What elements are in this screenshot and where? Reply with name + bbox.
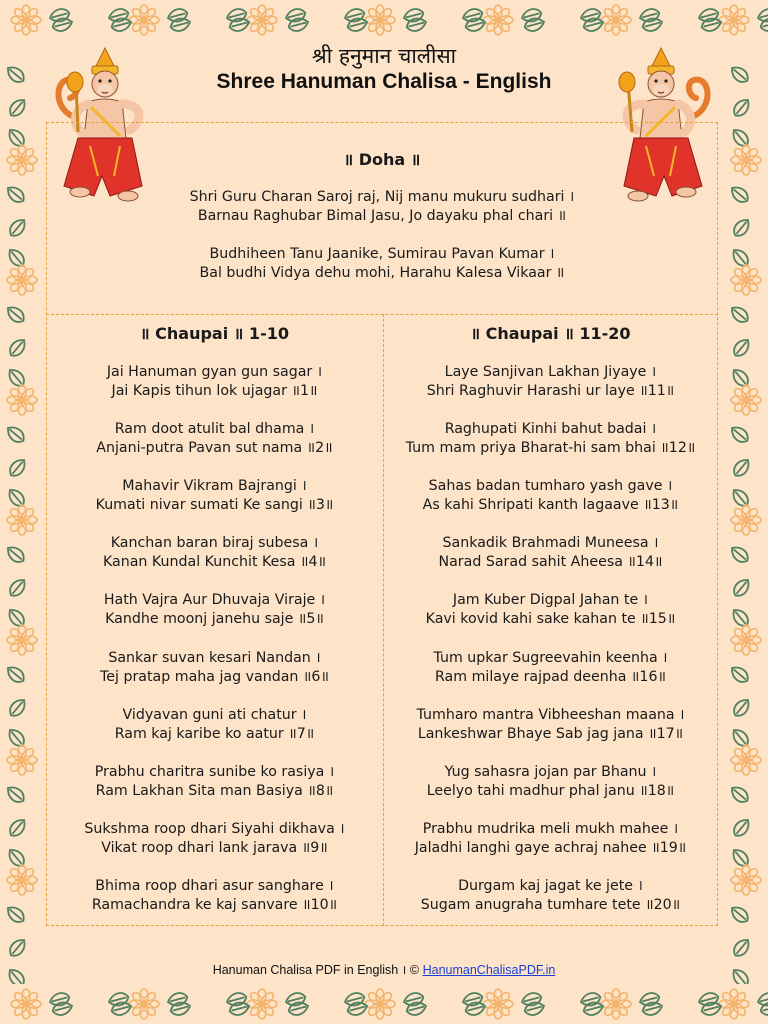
- verse-line: Shri Raghuvir Harashi ur laye ॥11॥: [426, 383, 675, 399]
- chaupai-verse: [383, 591, 718, 629]
- verse-line: Budhiheen Tanu Jaanike, Sumirau Pavan Kumar ।: [209, 246, 555, 262]
- leaf-icon: [638, 991, 660, 1008]
- footer-text: Hanuman Chalisa PDF in English । ©: [212, 963, 420, 977]
- verse-line: Tum mam priya Bharat-hi sam bhai ॥12॥: [405, 440, 696, 456]
- leaf-icon: [697, 991, 719, 1008]
- leaf-icon: [4, 543, 27, 565]
- leaf-icon: [287, 1000, 309, 1017]
- leaf-icon: [731, 936, 753, 959]
- flower-icon: [7, 505, 37, 535]
- verse-line: Durgam kaj jagat ke jete ।: [458, 878, 643, 894]
- verse-line: Kanchan baran biraj subesa ।: [110, 535, 319, 551]
- footer-link[interactable]: HanumanChalisaPDF.in: [422, 963, 556, 977]
- flower-icon: [7, 145, 37, 175]
- leaf-icon: [728, 903, 751, 925]
- flower-icon: [731, 505, 761, 535]
- leaf-icon: [641, 1000, 663, 1017]
- flower-icon: [719, 989, 749, 1019]
- verse-line: Ram milaye rajpad deenha ॥16॥: [435, 669, 666, 685]
- verse-line: Kavi kovid kahi sake kahan te ॥15॥: [425, 611, 676, 627]
- verse-line: Sahas badan tumharo yash gave ।: [428, 478, 673, 494]
- flower-icon: [365, 5, 395, 35]
- leaf-icon: [461, 7, 483, 24]
- leaf-icon: [638, 7, 660, 24]
- chaupai-verse: [383, 706, 718, 744]
- flower-icon: [129, 5, 159, 35]
- verse-line: Jam Kuber Digpal Jahan te ।: [452, 592, 649, 608]
- leaf-icon: [4, 303, 27, 325]
- leaf-icon: [461, 991, 483, 1008]
- floral-border-bottom: [0, 984, 768, 1024]
- verse-line: Narad Sarad sahit Aheesa ॥14॥: [438, 554, 663, 570]
- chaupai-verse: [46, 877, 383, 915]
- verse-line: Kandhe moonj janehu saje ॥5॥: [105, 611, 324, 627]
- leaf-icon: [731, 456, 753, 479]
- leaf-icon: [4, 183, 27, 205]
- chaupai-verse: [46, 649, 383, 687]
- flower-icon: [601, 989, 631, 1019]
- leaf-icon: [7, 216, 29, 239]
- leaf-icon: [520, 991, 542, 1008]
- verse-line: Sukshma roop dhari Siyahi dikhava ।: [84, 821, 345, 837]
- leaf-icon: [48, 7, 70, 24]
- leaf-icon: [51, 1000, 73, 1017]
- leaf-icon: [166, 991, 188, 1008]
- verse-line: Jai Hanuman gyan gun sagar ।: [106, 364, 323, 380]
- chaupai-verse: [383, 649, 718, 687]
- leaf-icon: [51, 16, 73, 33]
- verse-line: Tumharo mantra Vibheeshan maana ।: [416, 707, 685, 723]
- flower-icon: [731, 265, 761, 295]
- leaf-icon: [523, 16, 545, 33]
- leaf-icon: [728, 543, 751, 565]
- leaf-icon: [225, 7, 247, 24]
- flower-icon: [247, 5, 277, 35]
- chaupai-verse: [383, 363, 718, 401]
- chaupai-verse: [46, 820, 383, 858]
- leaf-icon: [405, 1000, 427, 1017]
- verse-line: Ram Lakhan Sita man Basiya ॥8॥: [95, 783, 334, 799]
- chaupai-verse: [46, 477, 383, 515]
- leaf-icon: [731, 696, 753, 719]
- verse-line: Prabhu mudrika meli mukh mahee ।: [422, 821, 679, 837]
- flower-icon: [365, 989, 395, 1019]
- leaf-icon: [284, 991, 306, 1008]
- chaupai-verse: [383, 877, 718, 915]
- verse-line: Barnau Raghubar Bimal Jasu, Jo dayaku phal chari ॥: [197, 208, 567, 224]
- leaf-icon: [641, 16, 663, 33]
- chaupai-verse: [46, 706, 383, 744]
- doha-verse: [46, 188, 718, 226]
- verse-line: Bhima roop dhari asur sanghare ।: [95, 878, 334, 894]
- verse-line: Ram doot atulit bal dhama ।: [114, 421, 315, 437]
- flower-icon: [731, 745, 761, 775]
- leaf-icon: [523, 1000, 545, 1017]
- leaf-icon: [402, 991, 424, 1008]
- floral-border-right: [724, 40, 768, 984]
- chaupai-right-title: ॥ Chaupai ॥ 11-20: [470, 324, 631, 343]
- leaf-icon: [343, 7, 365, 24]
- leaf-icon: [166, 7, 188, 24]
- flower-icon: [7, 865, 37, 895]
- verse-line: Laye Sanjivan Lakhan Jiyaye ।: [444, 364, 657, 380]
- leaf-icon: [7, 96, 29, 119]
- chaupai-verse: [46, 534, 383, 572]
- leaf-icon: [405, 16, 427, 33]
- content-frame: [46, 122, 718, 926]
- verse-line: Ramachandra ke kaj sanvare ॥10॥: [91, 897, 338, 913]
- verse-line: Sankar suvan kesari Nandan ।: [108, 650, 321, 666]
- doha-title: ॥ Doha ॥: [343, 150, 421, 169]
- leaf-icon: [4, 663, 27, 685]
- leaf-icon: [4, 783, 27, 805]
- title-english: Shree Hanuman Chalisa - English: [216, 70, 552, 93]
- flower-icon: [7, 625, 37, 655]
- chaupai-verse: [383, 820, 718, 858]
- leaf-icon: [7, 576, 29, 599]
- verse-line: Bal budhi Vidya dehu mohi, Harahu Kalesa Vikaar ॥: [199, 265, 565, 281]
- leaf-icon: [4, 423, 27, 445]
- flower-icon: [247, 989, 277, 1019]
- chaupai-verse: [383, 534, 718, 572]
- leaf-icon: [579, 991, 601, 1008]
- flower-icon: [11, 989, 41, 1019]
- leaf-icon: [697, 7, 719, 24]
- title-hindi: श्री हनुमान चालीसा: [311, 44, 457, 68]
- floral-border-top: [0, 0, 768, 40]
- footer: [0, 961, 768, 978]
- verse-line: Kumati nivar sumati Ke sangi ॥3॥: [95, 497, 334, 513]
- flower-icon: [11, 5, 41, 35]
- verse-line: Jai Kapis tihun lok ujagar ॥1॥: [111, 383, 318, 399]
- leaf-icon: [520, 7, 542, 24]
- leaf-icon: [107, 991, 129, 1008]
- leaf-icon: [7, 456, 29, 479]
- flower-icon: [7, 265, 37, 295]
- leaf-icon: [48, 991, 70, 1008]
- leaf-icon: [402, 7, 424, 24]
- verse-line: Kanan Kundal Kunchit Kesa ॥4॥: [103, 554, 326, 570]
- flower-icon: [731, 865, 761, 895]
- verse-line: Vikat roop dhari lank jarava ॥9॥: [101, 840, 328, 856]
- flower-icon: [7, 745, 37, 775]
- verse-line: Mahavir Vikram Bajrangi ।: [122, 478, 307, 494]
- leaf-icon: [728, 423, 751, 445]
- verse-line: As kahi Shripati kanth lagaave ॥13॥: [422, 497, 679, 513]
- flower-icon: [483, 989, 513, 1019]
- verse-line: Shri Guru Charan Saroj raj, Nij manu mukuru sudhari ।: [189, 189, 575, 205]
- leaf-icon: [7, 936, 29, 959]
- leaf-icon: [169, 1000, 191, 1017]
- leaf-icon: [731, 336, 753, 359]
- flower-icon: [731, 385, 761, 415]
- leaf-icon: [731, 96, 753, 119]
- section-divider: [46, 314, 718, 315]
- verse-line: Prabhu charitra sunibe ko rasiya ।: [94, 764, 335, 780]
- leaf-icon: [756, 991, 768, 1008]
- leaf-icon: [225, 991, 247, 1008]
- chaupai-verse: [383, 420, 718, 458]
- flower-icon: [483, 5, 513, 35]
- flower-icon: [129, 989, 159, 1019]
- leaf-icon: [7, 816, 29, 839]
- leaf-icon: [579, 7, 601, 24]
- flower-icon: [7, 385, 37, 415]
- leaf-icon: [728, 183, 751, 205]
- leaf-icon: [107, 7, 129, 24]
- leaf-icon: [7, 336, 29, 359]
- leaf-icon: [7, 696, 29, 719]
- verse-line: Vidyavan guni ati chatur ।: [122, 707, 307, 723]
- chaupai-verse: [383, 763, 718, 801]
- chaupai-verse: [46, 591, 383, 629]
- flower-icon: [731, 145, 761, 175]
- verse-line: Raghupati Kinhi bahut badai ।: [444, 421, 657, 437]
- flower-icon: [719, 5, 749, 35]
- leaf-icon: [728, 663, 751, 685]
- chaupai-verse: [46, 420, 383, 458]
- doha-verse: [46, 245, 718, 283]
- flower-icon: [731, 625, 761, 655]
- verse-line: Jaladhi langhi gaye achraj nahee ॥19॥: [414, 840, 687, 856]
- verse-line: Yug sahasra jojan par Bhanu ।: [444, 764, 657, 780]
- verse-line: Sugam anugraha tumhare tete ॥20॥: [420, 897, 681, 913]
- chaupai-verse: [46, 363, 383, 401]
- verse-line: Leelyo tahi madhur phal janu ॥18॥: [426, 783, 675, 799]
- verse-line: Hath Vajra Aur Dhuvaja Viraje ।: [103, 592, 326, 608]
- chaupai-left-title: ॥ Chaupai ॥ 1-10: [140, 324, 289, 343]
- chaupai-verse: [46, 763, 383, 801]
- leaf-icon: [343, 991, 365, 1008]
- leaf-icon: [756, 7, 768, 24]
- verse-line: Anjani-putra Pavan sut nama ॥2॥: [96, 440, 333, 456]
- leaf-icon: [4, 903, 27, 925]
- chaupai-verse: [383, 477, 718, 515]
- leaf-icon: [728, 303, 751, 325]
- flower-icon: [601, 5, 631, 35]
- leaf-icon: [169, 16, 191, 33]
- floral-border-left: [0, 40, 44, 984]
- leaf-icon: [287, 16, 309, 33]
- verse-line: Tej pratap maha jag vandan ॥6॥: [100, 669, 329, 685]
- verse-line: Ram kaj karibe ko aatur ॥7॥: [114, 726, 315, 742]
- verse-line: Tum upkar Sugreevahin keenha ।: [433, 650, 668, 666]
- verse-line: Sankadik Brahmadi Muneesa ।: [442, 535, 659, 551]
- leaf-icon: [728, 783, 751, 805]
- leaf-icon: [731, 216, 753, 239]
- leaf-icon: [731, 576, 753, 599]
- verse-line: Lankeshwar Bhaye Sab jag jana ॥17॥: [417, 726, 684, 742]
- leaf-icon: [731, 816, 753, 839]
- leaf-icon: [284, 7, 306, 24]
